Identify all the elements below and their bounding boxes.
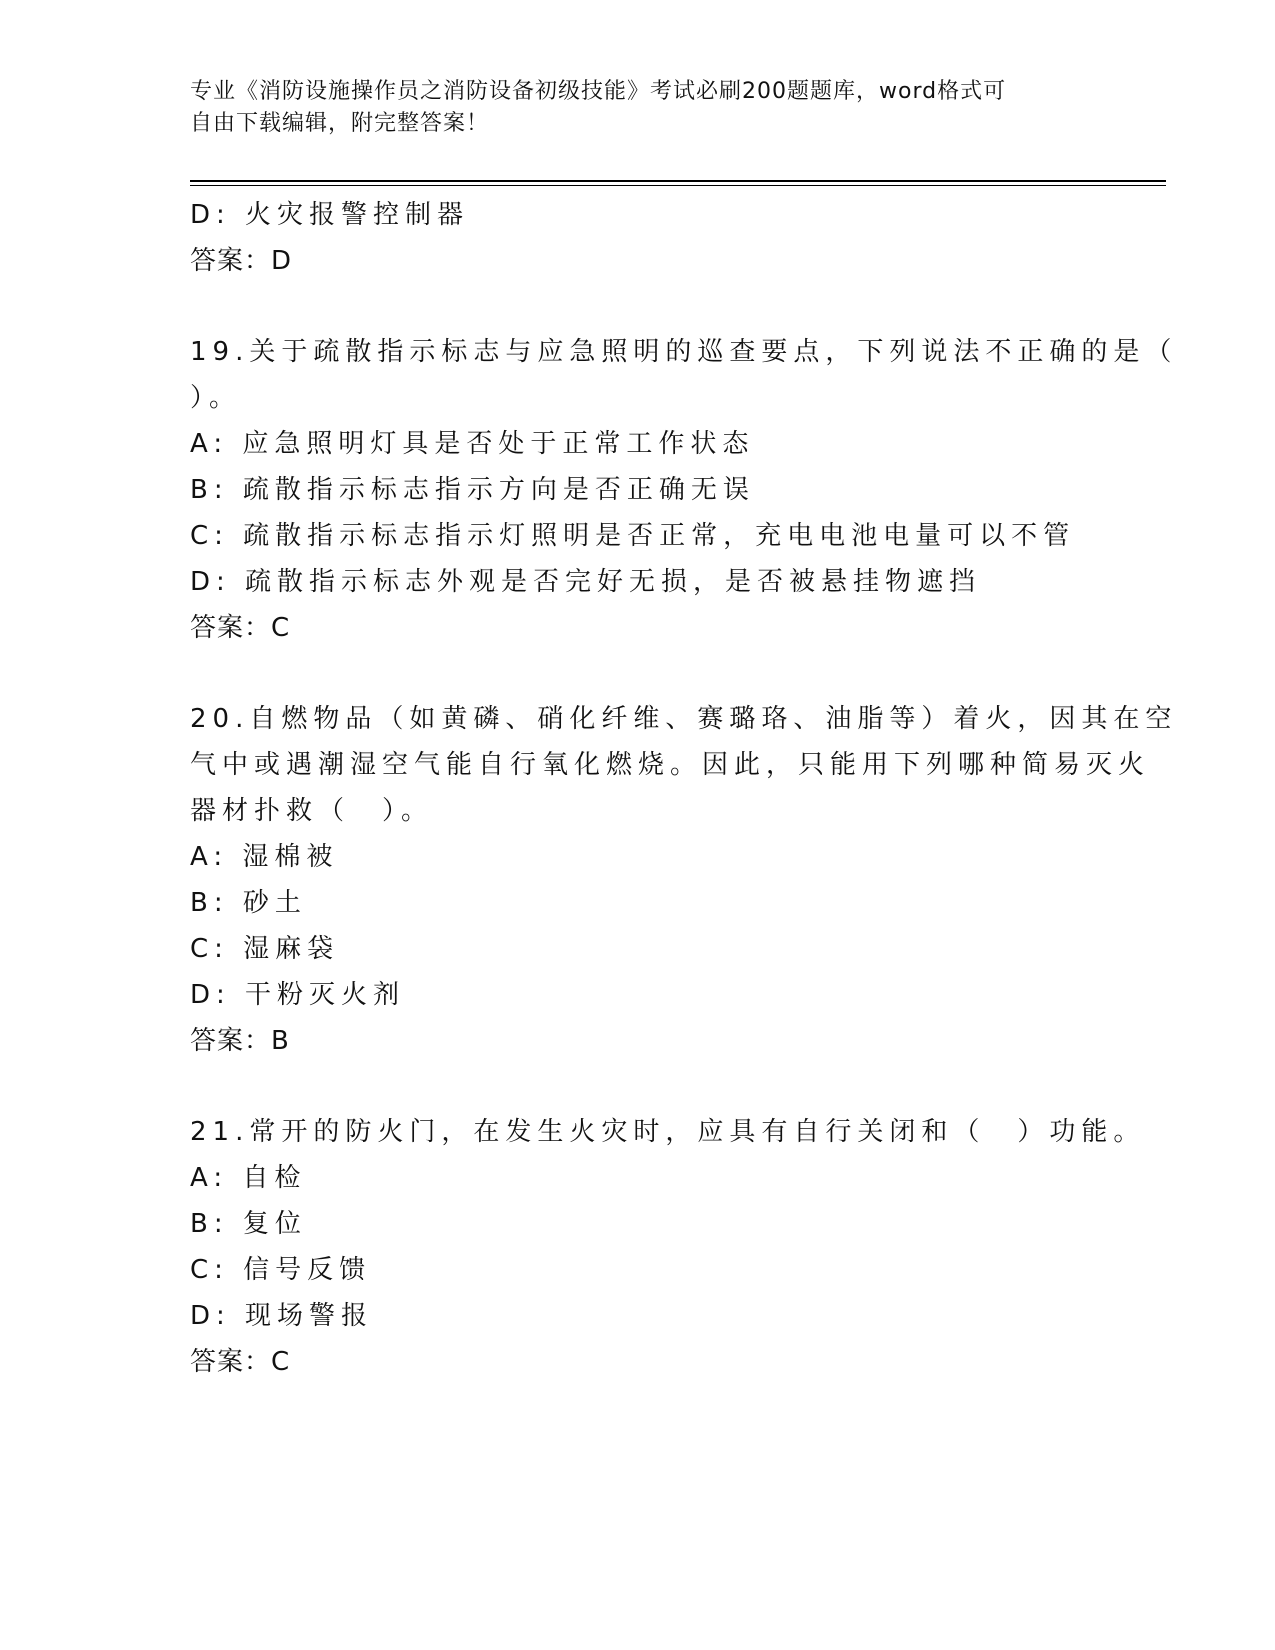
option-a: A: 湿棉被	[190, 842, 339, 872]
option-b: B: 复位	[190, 1209, 307, 1239]
question-19	[190, 329, 1178, 651]
spacer	[190, 284, 1090, 329]
option-b: B: 砂土	[190, 888, 307, 918]
header-title-line-1: 专业《消防设施操作员之消防设备初级技能》考试必刷200题题库，word格式可	[190, 79, 1007, 104]
option-d: D: 现场警报	[190, 1301, 374, 1331]
answer-line: 答案：C	[190, 613, 291, 643]
option-c: C: 信号反馈	[190, 1255, 372, 1285]
option-c: C: 疏散指示标志指示灯照明是否正常，充电电池电量可以不管	[190, 521, 1076, 551]
spacer	[190, 1064, 1090, 1109]
question-stem-line: 气中或遇潮湿空气能自行氧化燃烧。因此，只能用下列哪种简易灭火	[190, 750, 1151, 780]
option-c: C: 湿麻袋	[190, 934, 340, 964]
header-divider-thick	[190, 180, 1166, 182]
question-stem-line: ）。	[190, 383, 242, 413]
header-title-line-2: 自由下载编辑，附完整答案！	[190, 111, 490, 136]
header-divider-thin	[190, 185, 1166, 186]
question-stem-line: 21.常开的防火门，在发生火灾时，应具有自行关闭和（ ）功能。	[190, 1117, 1146, 1147]
spacer	[190, 651, 1090, 696]
option-d: D: 疏散指示标志外观是否完好无损，是否被悬挂物遮挡	[190, 567, 982, 597]
answer-line: 答案：C	[190, 1347, 291, 1377]
question-18-tail	[190, 192, 1090, 284]
option-a: A: 应急照明灯具是否处于正常工作状态	[190, 429, 755, 459]
option-d: D: 火灾报警控制器	[190, 200, 470, 230]
question-list	[190, 192, 1178, 1385]
option-b: B: 疏散指示标志指示方向是否正确无误	[190, 475, 755, 505]
question-20	[190, 696, 1178, 1064]
question-stem-line: 20.自燃物品（如黄磷、硝化纤维、赛璐珞、油脂等）着火，因其在空	[190, 704, 1178, 734]
question-stem-line: 器材扑救（ ）。	[190, 796, 434, 826]
answer-line: 答案：B	[190, 1026, 290, 1056]
option-a: A: 自检	[190, 1163, 307, 1193]
document-header	[190, 76, 1090, 140]
question-stem-line: 19.关于疏散指示标志与应急照明的巡查要点，下列说法不正确的是（	[190, 337, 1178, 367]
question-21	[190, 1109, 1146, 1385]
option-d: D: 干粉灭火剂	[190, 980, 406, 1010]
answer-line: 答案：D	[190, 246, 293, 276]
